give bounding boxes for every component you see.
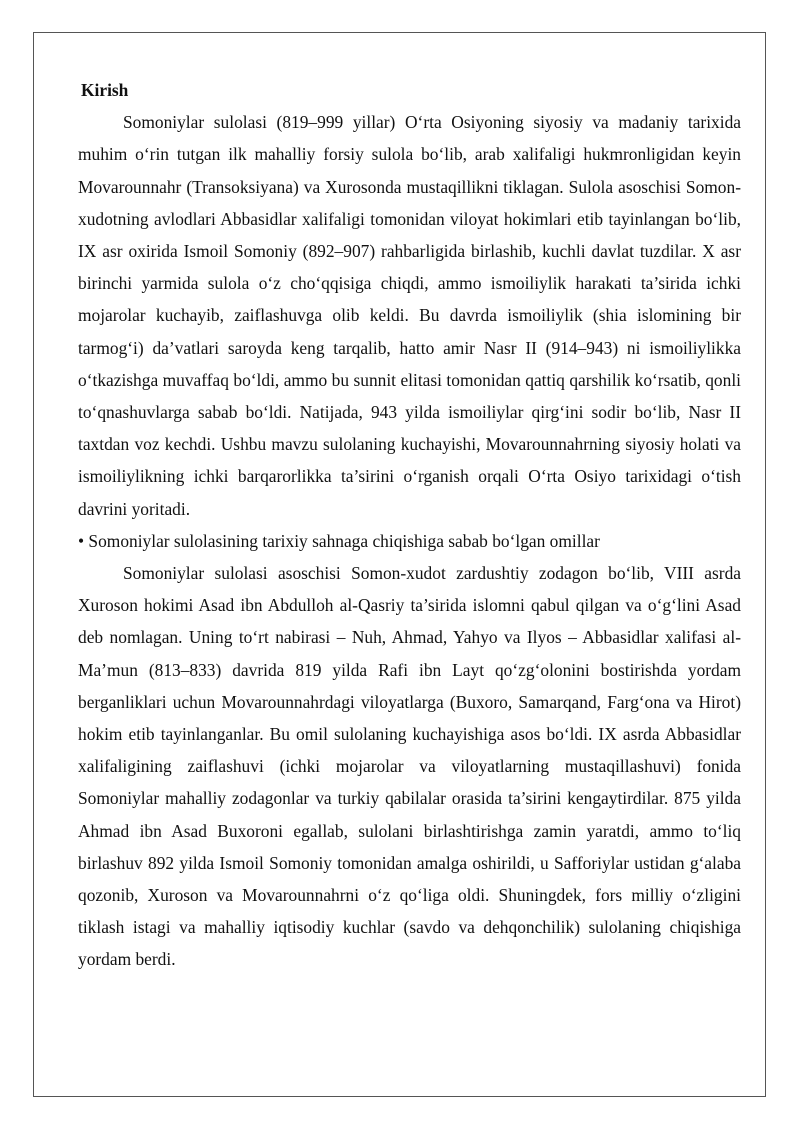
document-body bbox=[78, 74, 741, 976]
bullet-subheading: • Somoniylar sulolasining tarixiy sahnaga chiqishiga sabab bo‘lgan omillar bbox=[78, 530, 600, 551]
section-heading: Kirish bbox=[81, 80, 129, 100]
intro-paragraph: Somoniylar sulolasi (819–999 yillar) O‘rta Osiyoning siyosiy va madaniy tarixida muhim o‘rin tutgan ilk mahalliy forsiy sulola bo‘lib, arab xalifaligi hukmronligidan keyin Movarounnahr (Transoksiyana) va Xurosonda mustaqillikni tiklagan. Sulola asoschisi Somon-xudotning avlodlari Abbasidlar xalifaligi tomonidan viloyat hokimlari etib tayinlangan bo‘lib, IX asr oxirida Ismoil Somoniy (892–907) rahbarligida birlashib, kuchli davlat tuzdilar. X asr birinchi yarmida sulola o‘z cho‘qqisiga chiqdi, ammo ismoiliylik harakati ta’sirida ichki mojarolar kuchayib, zaiflashuvga olib keldi. Bu davrda ismoiliylik (shia islomining bir tarmog‘i) da’vatlari saroyda keng tarqalib, hatto amir Nasr II (914–943) ni ismoiliylikka o‘tkazishga muvaffaq bo‘ldi, ammo bu sunnit elitasi tomonidan qattiq qarshilik ko‘rsatib, qonli to‘qnashuvlarga sabab bo‘ldi. Natijada, 943 yilda ismoiliylar qirg‘ini sodir bo‘lib, Nasr II taxtdan voz kechdi. Ushbu mavzu sulolaning kuchayishi, Movarounnahrning siyosiy holati va ismoiliylikning ichki barqarorlikka ta’sirini o‘rganish orqali O‘rta Osiyo tarixidagi o‘tish davrini yoritadi. bbox=[78, 112, 741, 519]
factors-paragraph: Somoniylar sulolasi asoschisi Somon-xudot zardushtiy zodagon bo‘lib, VIII asrda Xuroson hokimi Asad ibn Abdulloh al-Qasriy ta’sirida islomni qabul qilgan va o‘g‘lini Asad deb nomlagan. Uning to‘rt nabirasi – Nuh, Ahmad, Yahyo va Ilyos – Abbasidlar xalifasi al-Ma’mun (813–833) davrida 819 yilda Rafi ibn Layt qo‘zg‘olonini bostirishda yordam berganliklari uchun Movarounnahrdagi viloyatlarga (Buxoro, Samarqand, Farg‘ona va Hirot) hokim etib tayinlanganlar. Bu omil sulolaning kuchayishiga asos bo‘ldi. IX asrda Abbasidlar xalifaligining zaiflashuvi (ichki mojarolar va viloyatlarning mustaqillashuvi) fonida Somoniylar mahalliy zodagonlar va turkiy qabilalar orasida ta’sirini kengaytirdilar. 875 yilda Ahmad ibn Asad Buxoroni egallab, sulolani birlashtirishga zamin yaratdi, ammo to‘liq birlashuv 892 yilda Ismoil Somoniy tomonidan amalga oshirildi, u Safforiylar ustidan g‘alaba qozonib, Xuroson va Movarounnahrni o‘z qo‘liga oldi. Shuningdek, fors milliy o‘zligini tiklash istagi va mahalliy iqtisodiy kuchlar (savdo va dehqonchilik) sulolaning chiqishiga yordam berdi. bbox=[78, 563, 741, 970]
